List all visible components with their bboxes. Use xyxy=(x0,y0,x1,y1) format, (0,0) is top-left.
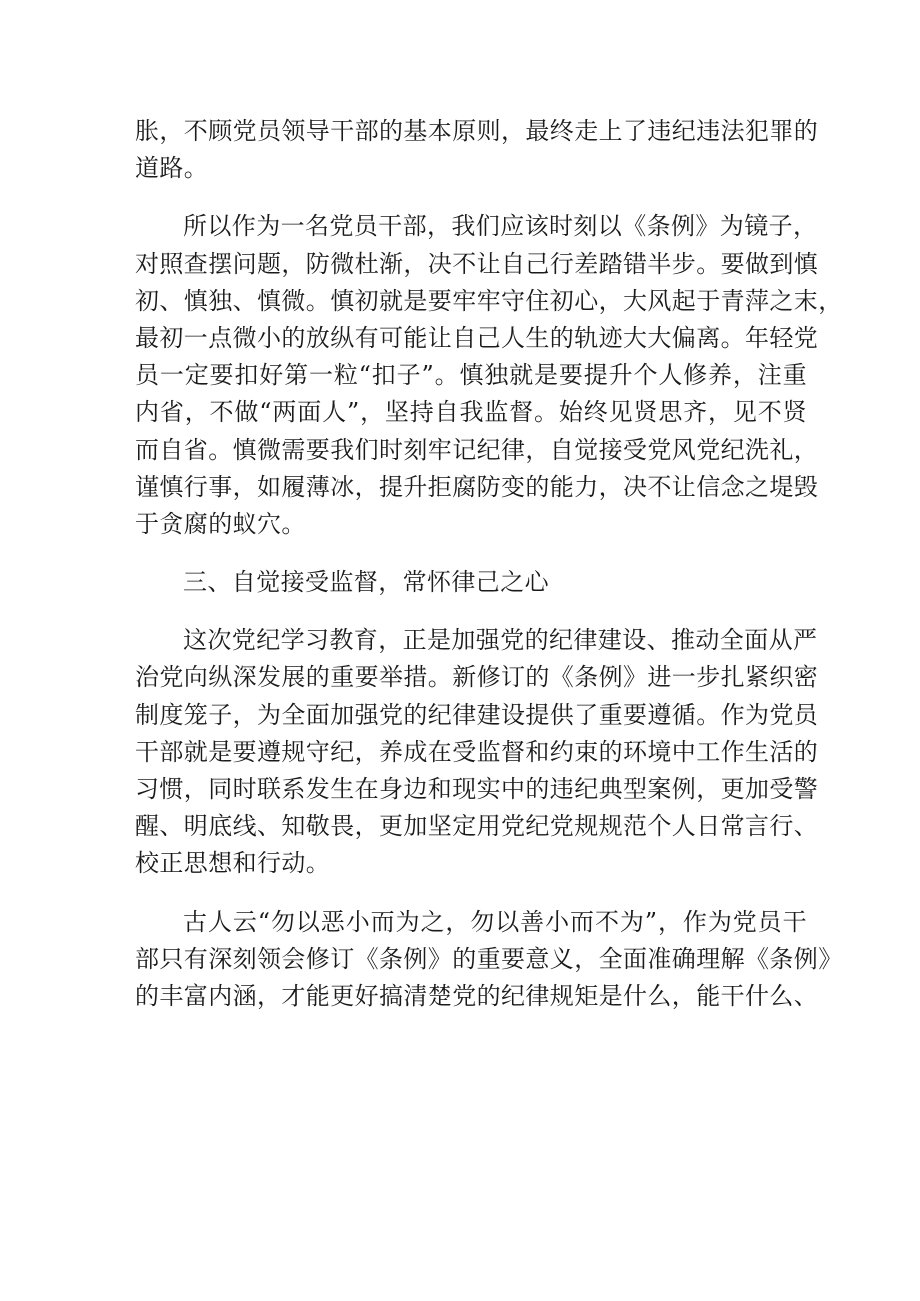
text-line: 胀，不顾党员领导干部的基本原则，最终走上了违纪违法犯罪的 xyxy=(135,117,819,145)
section-heading-text: 三、自觉接受监督，常怀律己之心 xyxy=(183,568,549,597)
text-line: 所以作为一名党员干部，我们应该时刻以《条例》为镜子， xyxy=(183,212,818,241)
paragraph-self-discipline xyxy=(135,208,843,543)
text-line: 的丰富内涵，才能更好搞清楚党的纪律规矩是什么，能干什么、 xyxy=(135,981,819,1010)
text-line: 治党向纵深发展的重要举措。新修订的《条例》进一步扎紧织密 xyxy=(135,663,819,692)
text-line: 古人云“勿以恶小而为之，勿以善小而不为”，作为党员干 xyxy=(183,907,807,936)
text-line: 内省，不做“两面人”，坚持自我监督。始终见贤思齐，见不贤 xyxy=(135,398,807,427)
paragraph-ancient-saying xyxy=(135,904,843,1016)
text-line: 习惯，同时联系发生在身边和现实中的违纪典型案例，更加受警 xyxy=(135,775,819,803)
section-heading xyxy=(135,564,807,601)
text-line: 最初一点微小的放纵有可能让自己人生的轨迹大大偏离。年轻党 xyxy=(135,323,819,352)
text-line: 对照查摆问题，防微杜渐，决不让自己行差踏错半步。要做到慎 xyxy=(135,249,819,278)
paragraph-supervision xyxy=(135,622,819,882)
text-line: 谨慎行事，如履薄冰，提升拒腐防变的能力，决不让信念之堤毁 xyxy=(135,472,819,501)
text-line: 初、慎独、慎微。慎初就是要牢牢守住初心，大风起于青萍之末， xyxy=(135,286,843,315)
text-line: 这次党纪学习教育，正是加强党的纪律建设、推动全面从严 xyxy=(183,626,818,655)
text-line: 于贪腐的蚁穴。 xyxy=(135,509,306,538)
text-line: 校正思想和行动。 xyxy=(135,849,331,878)
text-line: 部只有深刻领会修订《条例》的重要意义，全面准确理解《条例》 xyxy=(135,944,843,973)
text-line: 而自省。慎微需要我们时刻牢记纪律，自觉接受党风党纪洗礼， xyxy=(135,435,819,464)
document-page xyxy=(135,113,843,1015)
text-line: 制度笼子，为全面加强党的纪律建设提供了重要遵循。作为党员 xyxy=(135,700,819,729)
paragraph-continuation xyxy=(135,113,819,187)
text-line: 员一定要扣好第一粒“扣子”。慎独就是要提升个人修养，注重 xyxy=(135,361,807,390)
text-line: 干部就是要遵规守纪，养成在受监督和约束的环境中工作生活的 xyxy=(135,737,819,766)
text-line: 醒、明底线、知敬畏，更加坚定用党纪党规规范个人日常言行、 xyxy=(135,812,819,841)
text-line: 道路。 xyxy=(135,154,209,183)
